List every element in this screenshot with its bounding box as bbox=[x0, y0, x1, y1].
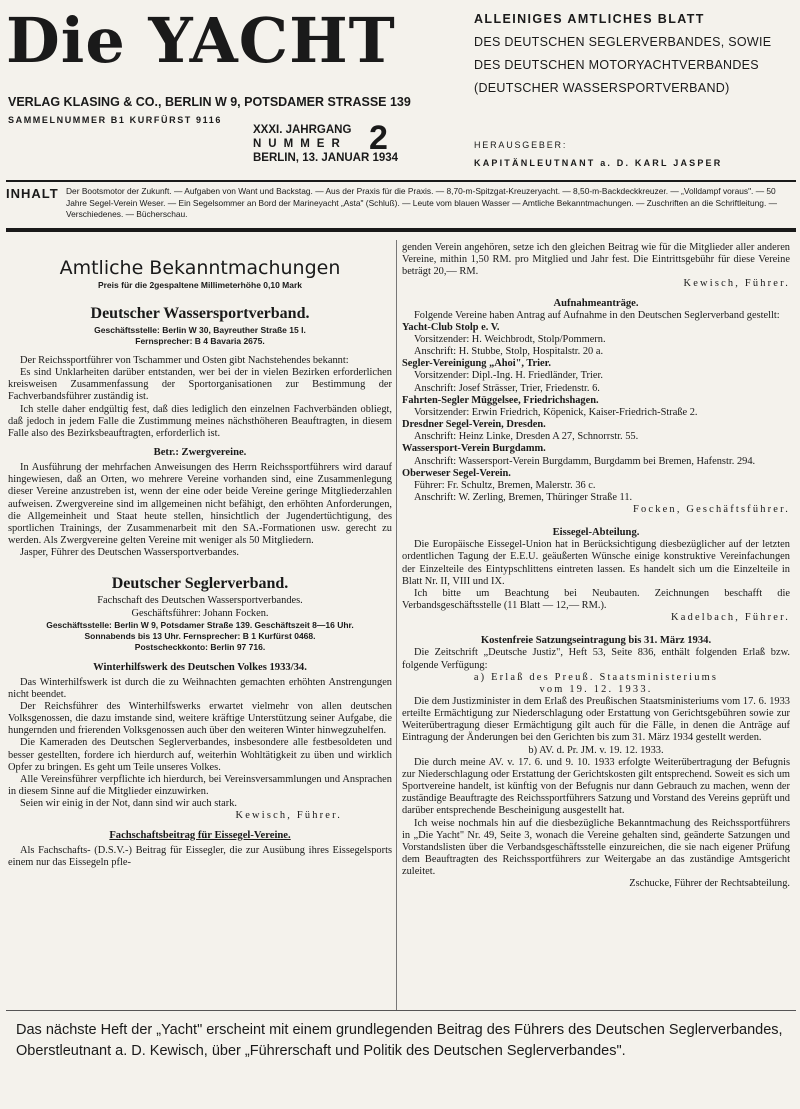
club-name: Oberweser Segel-Verein. bbox=[402, 467, 511, 479]
club-entry bbox=[402, 443, 790, 467]
registration-paragraph: Die dem Justizminister in dem Erlaß des Preußischen Staatsministeriums vom 17. 6. 1933 erteilte Ermächtigung zur Niederschlagung oder Erstattung von Gerichtsgebühren sowie zur Weiterübertragung dieser Ermächtigung gilt auch für die Fälle, in denen die Anträge auf Eintragung der Änderungen bei den Gerichten bis zum 31. März 1934 gestellt werden. bbox=[402, 696, 790, 744]
admission-title: Aufnahmeanträge. bbox=[553, 297, 639, 309]
dsv-line: Fachschaft des Deutschen Wassersportverbandes. bbox=[97, 595, 303, 607]
club-detail: Anschrift: W. Zerling, Bremen, Thüringer Straße 11. bbox=[414, 491, 633, 503]
official-line: DES DEUTSCHEN MOTORYACHTVERBANDES bbox=[474, 58, 759, 72]
ice-signature: Kadelbach, Führer. bbox=[671, 612, 790, 624]
dsv-office: Postscheckkonto: Berlin 97 716. bbox=[134, 641, 266, 652]
club-entry bbox=[402, 419, 790, 443]
top-rule bbox=[6, 180, 796, 182]
masthead-title: Die YACHT bbox=[6, 4, 396, 77]
registration-signature: Zschucke, Führer der Rechtsabteilung. bbox=[629, 878, 790, 890]
whw-title: Winterhilfswerk des Deutschen Volkes 1933/34. bbox=[93, 661, 307, 673]
club-detail: Anschrift: Heinz Linke, Dresden A 27, Schnorrstr. 55. bbox=[414, 431, 639, 443]
dsv-title: Deutscher Seglerverband. bbox=[111, 575, 289, 593]
club-detail: Vorsitzender: Dipl.-Ing. H. Friedländer, Trier. bbox=[414, 370, 603, 382]
admission-signature: Focken, Geschäftsführer. bbox=[633, 504, 790, 516]
wsv-office: Geschäftsstelle: Berlin W 30, Bayreuther Straße 15 I. bbox=[94, 325, 306, 335]
wsv-signature: Jasper, Führer des Deutschen Wassersportverbandes. bbox=[20, 547, 240, 559]
phone-line: SAMMELNUMMER B1 KURFÜRST 9116 bbox=[8, 115, 222, 125]
column-divider bbox=[396, 240, 397, 1010]
dsv-office: Sonnabends bis 13 Uhr. Fernsprecher: B 1 Kurfürst 0468. bbox=[84, 630, 316, 641]
club-name: Yacht-Club Stolp e. V. bbox=[402, 321, 500, 333]
wsv-phone: Fernsprecher: B 4 Bavaria 2675. bbox=[135, 336, 265, 346]
price-note: Preis für die 2gespaltene Millimeterhöhe 0,10 Mark bbox=[97, 280, 303, 290]
zwergvereine-title: Betr.: Zwergvereine. bbox=[153, 447, 247, 459]
registration-paragraph: Die durch meine AV. v. 17. 6. und 9. 10. 1933 erfolgte Weiterübertragung der Befugnis zur Niederschlagung oder Erstattung der Gerichtskosten gilt entsprechend. Soweit es sich um Sportvereine handelt, ist künftig von der Befugnis nur dann Gebrauch zu machen, wenn der zuständige Beauftragte des Reichssportführers Satzung und Vorstand des Vereins geprüft und darüber entsprechende Bescheinigung ausgestellt hat. bbox=[402, 756, 790, 817]
registration-order: b) AV. d. Pr. JM. v. 19. 12. 1933. bbox=[528, 744, 664, 756]
section-heading: Amtliche Bekanntmachungen bbox=[59, 257, 341, 279]
whw-paragraph: Der Reichsführer des Winterhilfswerks erwartet vielmehr von allen deutschen Volksgenossen, die dazu imstande sind, weitere kräftige Unterstützung seiner Aufgabe, die hungernden und frierenden Volksgenossen auch über den weiteren Winter hinwegzuhelfen. bbox=[8, 700, 392, 737]
official-line: (DEUTSCHER WASSERSPORTVERBAND) bbox=[474, 81, 730, 95]
editor-block bbox=[474, 136, 722, 172]
official-line: DES DEUTSCHEN SEGLERVERBANDES, SOWIE bbox=[474, 35, 772, 49]
ice-paragraph: Die Europäische Eissegel-Union hat in Berücksichtigung diesbezüglicher auf der letzten ordentlichen Tagung der E.E.U. geäußerten Wünsche einige konstruktive Vereinfachungen der Einzelteile des Eintypschlittens eintreten lassen. Es handelt sich um die Einzelteile in Blatt Nr. II, VIII und IX. bbox=[402, 539, 790, 587]
registration-decree-date: vom 19. 12. 1933. bbox=[539, 683, 653, 695]
next-issue-notice: Das nächste Heft der „Yacht" erscheint mit einem grundlegenden Beitrag des Führers des Deutschen Seglerverbandes, Oberstleutnant a. D. Kewisch, über „Führerschaft und Politik des Deutschen Seglerverbandes". bbox=[16, 1022, 783, 1059]
club-name: Segler-Vereinigung „Ahoi", Trier. bbox=[402, 358, 551, 370]
publisher-line: VERLAG KLASING & CO., BERLIN W 9, POTSDAMER STRASSE 139 bbox=[8, 95, 411, 109]
club-name: Wassersport-Verein Burgdamm. bbox=[402, 443, 546, 455]
club-detail: Führer: Fr. Schultz, Bremen, Malerstr. 36 c. bbox=[414, 479, 596, 491]
dsv-manager: Geschäftsführer: Johann Focken. bbox=[131, 607, 269, 619]
issue-date: BERLIN, 13. JANUAR 1934 bbox=[253, 152, 399, 164]
club-detail: Vorsitzender: Erwin Friedrich, Köpenick, Kaiser-Friedrich-Straße 2. bbox=[414, 406, 698, 418]
editor-label: HERAUSGEBER: bbox=[474, 140, 568, 150]
registration-decree: a) Erlaß des Preuß. Staatsministeriums bbox=[473, 671, 719, 683]
volume: XXXI. JAHRGANG bbox=[253, 124, 352, 136]
club-entry bbox=[402, 395, 790, 419]
contents-rule bbox=[6, 228, 796, 232]
wsv-paragraph: Ich stelle daher endgültig fest, daß dies lediglich den einzelnen Fachverbänden obliegt, daß jedoch in jedem Falle die Zustimmung meines nächsthöheren Beauftragten, in diesem Falle also des Bezirksbeauftragten, erforderlich ist. bbox=[8, 403, 392, 439]
club-entry bbox=[402, 468, 790, 504]
official-line: ALLEINIGES AMTLICHES BLATT bbox=[474, 12, 705, 26]
admission-intro: Folgende Vereine haben Antrag auf Aufnahme in den Deutschen Seglerverband gestellt: bbox=[414, 309, 780, 321]
registration-paragraph: Ich weise nochmals hin auf die diesbezügliche Bekanntmachung des Reichssportführers in „Die Yacht" Nr. 49, Seite 3, wonach die Vereine gehalten sind, geänderte Satzungen und Vorstandslisten über die Verbandsgeschäftsstelle einzureichen, die sie nach eigener Prüfung dem Beauftragten des Reichssportführers zur Weitergabe an das zuständige Amtsgericht zuleitet. bbox=[402, 817, 790, 878]
club-name: Fahrten-Segler Müggelsee, Friedrichshagen. bbox=[402, 394, 599, 406]
dsv-office: Geschäftsstelle: Berlin W 9, Potsdamer Straße 139. Geschäftszeit 8—16 Uhr. bbox=[46, 619, 354, 630]
whw-paragraph: Seien wir einig in der Not, dann sind wir auch stark. bbox=[20, 798, 238, 810]
whw-paragraph: Alle Vereinsführer verpflichte ich hierdurch, bei Vereinsversammlungen und Ansprachen in diesem Sinne auf die Mitglieder einzuwirken. bbox=[8, 773, 392, 798]
ice-title: Eissegel-Abteilung. bbox=[552, 527, 640, 539]
club-detail: Anschrift: H. Stubbe, Stolp, Hospitalstr. 20 a. bbox=[414, 346, 604, 358]
whw-signature: Kewisch, Führer. bbox=[235, 810, 342, 822]
club-detail: Anschrift: Wassersport-Verein Burgdamm, Burgdamm bei Bremen, Hafenstr. 294. bbox=[414, 455, 756, 467]
club-detail: Vorsitzender: H. Weichbrodt, Stolp/Pommern. bbox=[414, 333, 606, 345]
club-name: Dresdner Segel-Verein, Dresden. bbox=[402, 419, 546, 431]
editor-name: KAPITÄNLEUTNANT a. D. KARL JASPER bbox=[474, 158, 723, 168]
wsv-title: Deutscher Wassersportverband. bbox=[90, 305, 310, 322]
registration-title: Kostenfreie Satzungseintragung bis 31. März 1934. bbox=[480, 635, 712, 647]
number-label: NUMMER bbox=[253, 138, 347, 150]
fee-continued: genden Verein angehören, setze ich den gleichen Beitrag wie für die Mitglieder aller anderen Vereine, mithin 1,50 RM. pro Mitglied und Jahr fest. Die Eintrittsgebühr für diese Vereine beträgt 20,— RM. bbox=[402, 242, 790, 278]
contents-label: INHALT bbox=[6, 186, 59, 201]
club-entry bbox=[402, 358, 790, 394]
column-right bbox=[402, 242, 790, 891]
fee-text: Als Fachschafts- (D.S.V.-) Beitrag für Eissegler, die zur Ausübung ihres Eissegelsports einem nur das Eissegeln pfle- bbox=[8, 844, 392, 868]
club-entry bbox=[402, 322, 790, 358]
whw-paragraph: Die Kameraden des Deutschen Seglerverbandes, insbesondere alle festbesoldeten und besser gestellten, fordere ich hierdurch auf, weiterhin Wohltätigkeit zu üben und wirklich Opfer zu bringen. Es geht um Teile unseres Volkes. bbox=[8, 737, 392, 773]
wsv-paragraph: Es sind Unklarheiten darüber entstanden, wer bei der in vielen Bezirken erforderlichen kreisweisen Zusammenfassung der Sportorganisationen zur Bestimmung der Fachverbandsführer zuständig ist. bbox=[8, 367, 392, 403]
fee-title: Fachschaftsbeitrag für Eissegel-Vereine. bbox=[109, 829, 291, 841]
ice-paragraph: Ich bitte um Beachtung bei Neubauten. Zeichnungen beschafft die Verbandsgeschäftsstelle (11 Blatt — 12,— RM.). bbox=[402, 587, 790, 612]
footer-rule bbox=[6, 1010, 796, 1011]
fee-signature: Kewisch, Führer. bbox=[683, 278, 790, 290]
registration-paragraph: Die Zeitschrift „Deutsche Justiz", Heft 53, Seite 836, enthält folgenden Erlaß bzw. folgende Verfügung: bbox=[402, 647, 790, 671]
contents-text: Der Bootsmotor der Zukunft. — Aufgaben von Want und Backstag. — Aus der Praxis für die Praxis. — 8,70-m-Spitzgat-Kreuzeryacht. — 8,50-m-Backdeckkreuzer. — „Volldampf voraus". — 50 Jahre Segel-Verein Weser. — Ein Segelsommer an Bord der Marineyacht „Asta" (Schluß). — Leute vom blauen Wasser — Amtliche Bekanntmachungen. — Zuschriften an die Schriftleitung. — Verschiedenes. — Bücherschau. bbox=[66, 186, 777, 219]
wsv-intro: Der Reichssportführer von Tschammer und Osten gibt Nachstehendes bekannt: bbox=[20, 355, 349, 366]
club-detail: Anschrift: Josef Strässer, Trier, Friedenstr. 6. bbox=[414, 382, 600, 394]
column-left bbox=[8, 256, 392, 869]
official-statement bbox=[474, 8, 794, 100]
whw-paragraph: Das Winterhilfswerk ist durch die zu Weihnachten gemachten erhöhten Anstrengungen nicht beendet. bbox=[8, 676, 392, 700]
zwergvereine-text: In Ausführung der mehrfachen Anweisungen des Herrn Reichssportführers wird darauf hingewiesen, daß an Orten, wo mehrere Vereine vorhanden sind, eine Zusammenlegung dieser Vereine anzustreben ist, wenn der eine oder beide Vereine geringe Mitgliederzahlen aufweisen. Zwergvereine sind im allgemeinen nicht befähigt, den erhöhten Anforderungen, die Allgemeinheit und Staat heute stellen, hinsichtlich der Jugendertüchtigung, des sportlichen Trainings, der Zusammenarbeit mit den SA.-Formationen usw. gerecht zu werden. Als Zwergvereine gelten Vereine mit weniger als 50 Mitgliedern. bbox=[8, 462, 392, 547]
issue-number: 2 bbox=[369, 119, 388, 157]
